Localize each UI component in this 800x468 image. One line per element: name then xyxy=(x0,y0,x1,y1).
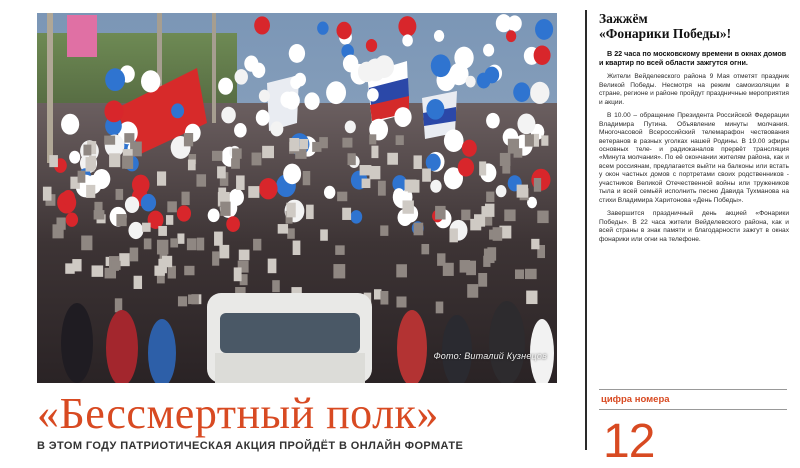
balloon xyxy=(218,78,233,95)
portrait-placard xyxy=(337,192,347,202)
portrait-placard xyxy=(479,161,486,175)
balloon xyxy=(66,213,78,227)
portrait-placard xyxy=(81,236,92,251)
portrait-placard xyxy=(360,165,372,175)
balloon xyxy=(398,16,416,37)
portrait-placard xyxy=(347,153,355,165)
balloon xyxy=(208,208,220,222)
sidebar-paragraph: Жители Вейделевского района 9 Мая отметят праздник Великой Победы. Несмотря на режим самоизоляции в стране, регионе и районе пройдут праздничные мероприятия и акции. xyxy=(599,73,789,106)
balloon xyxy=(444,129,464,152)
portrait-placard xyxy=(104,136,115,145)
balloon xyxy=(394,107,411,127)
figure-label: цифра номера xyxy=(601,394,670,405)
portrait-placard xyxy=(380,225,388,235)
portrait-placard xyxy=(109,153,120,167)
portrait-placard xyxy=(525,134,534,146)
balloon xyxy=(171,103,184,118)
balloon xyxy=(530,82,549,104)
parade-photo xyxy=(37,13,557,383)
balloon xyxy=(235,69,248,84)
portrait-placard xyxy=(484,249,495,263)
portrait-placard xyxy=(504,209,515,221)
portrait-placard xyxy=(214,232,223,246)
portrait-placard xyxy=(299,139,308,149)
balloon xyxy=(477,73,491,89)
portrait-placard xyxy=(320,229,328,240)
portrait-placard xyxy=(262,146,274,158)
section-rule xyxy=(599,389,787,390)
portrait-placard xyxy=(461,210,470,221)
sidebar-title xyxy=(599,11,789,41)
portrait-placard xyxy=(396,296,406,307)
portrait-placard xyxy=(188,160,196,171)
portrait-placard xyxy=(253,239,261,251)
portrait-placard xyxy=(157,240,168,255)
portrait-placard xyxy=(531,239,539,249)
portrait-placard xyxy=(526,291,537,304)
balloon xyxy=(125,197,139,213)
portrait-placard xyxy=(217,166,226,178)
portrait-placard xyxy=(187,238,197,250)
balloon xyxy=(61,114,79,135)
headline: «Бессмертный полк» xyxy=(37,389,439,438)
balloon xyxy=(434,30,444,42)
portrait-placard xyxy=(342,138,352,148)
portrait-placard xyxy=(286,203,295,218)
balloon xyxy=(431,54,451,77)
balloon xyxy=(270,121,283,136)
portrait-placard xyxy=(78,171,86,183)
balloon xyxy=(234,123,247,138)
portrait-placard xyxy=(449,228,457,242)
portrait-placard xyxy=(236,175,245,190)
portrait-placard xyxy=(293,241,301,255)
portrait-placard xyxy=(144,238,152,249)
balloon xyxy=(496,185,507,197)
portrait-placard xyxy=(474,214,485,226)
portrait-placard xyxy=(212,251,219,265)
portrait-placard xyxy=(422,168,431,181)
balloon xyxy=(462,140,477,157)
portrait-placard xyxy=(168,266,176,279)
portrait-placard xyxy=(443,263,454,276)
portrait-placard xyxy=(396,264,407,277)
portrait-placard xyxy=(170,238,178,247)
portrait-placard xyxy=(380,291,388,305)
portrait-placard xyxy=(122,156,133,169)
balloon xyxy=(486,113,500,129)
portrait-placard xyxy=(86,185,95,198)
photo-credit: Фото: Виталий Кузнецов xyxy=(433,351,547,361)
portrait-placard xyxy=(197,238,204,251)
balloon xyxy=(289,44,305,63)
balloon xyxy=(244,55,258,71)
portrait-placard xyxy=(534,178,541,192)
portrait-placard xyxy=(116,189,124,200)
balloon xyxy=(350,210,362,224)
balloon xyxy=(534,45,551,65)
sidebar-title-line2: «Фонарики Победы»! xyxy=(599,26,732,41)
portrait-placard xyxy=(177,233,184,243)
balloon xyxy=(256,110,270,126)
balloon xyxy=(513,82,530,102)
portrait-placard xyxy=(134,276,142,289)
balloon xyxy=(141,194,156,212)
portrait-placard xyxy=(182,192,190,205)
balloon xyxy=(304,92,319,110)
portrait-placard xyxy=(421,244,429,254)
portrait-placard xyxy=(335,245,344,255)
portrait-placard xyxy=(212,151,222,161)
portrait-placard xyxy=(362,179,371,188)
balloon xyxy=(426,99,444,120)
portrait-placard xyxy=(467,284,478,298)
portrait-placard xyxy=(49,155,58,167)
balloon xyxy=(259,178,278,199)
balloon xyxy=(402,34,413,46)
balloon xyxy=(69,151,80,164)
portrait-placard xyxy=(378,181,386,196)
portrait-placard xyxy=(252,153,262,166)
portrait-placard xyxy=(167,201,177,212)
portrait-placard xyxy=(541,135,548,145)
balloon xyxy=(105,68,125,91)
balloon xyxy=(466,76,476,88)
balloon xyxy=(454,47,473,69)
balloon xyxy=(229,189,244,206)
balloon xyxy=(483,44,494,57)
portrait-placard xyxy=(414,155,422,169)
balloon xyxy=(280,92,294,108)
portrait-placard xyxy=(124,133,134,143)
balloon xyxy=(336,22,351,40)
balloon xyxy=(128,222,143,239)
balloon xyxy=(324,186,335,199)
portrait-placard xyxy=(239,250,250,261)
figure-number: 12 xyxy=(603,415,655,468)
portrait-placard xyxy=(493,227,503,241)
portrait-placard xyxy=(184,133,193,146)
portrait-placard xyxy=(289,138,299,151)
portrait-placard xyxy=(94,210,105,219)
portrait-placard xyxy=(333,264,345,278)
portrait-placard xyxy=(56,217,65,229)
balloon xyxy=(393,188,404,201)
portrait-placard xyxy=(43,187,52,201)
portrait-placard xyxy=(478,273,487,287)
portrait-placard xyxy=(178,296,187,306)
portrait-placard xyxy=(220,202,230,216)
sidebar-article xyxy=(599,11,789,249)
portrait-placard xyxy=(287,228,295,238)
balloon xyxy=(254,16,270,34)
portrait-placard xyxy=(515,269,524,279)
sidebar-lead: В 22 часа по московскому времени в окнах домов и квартир по всей области зажгутся огни. xyxy=(599,49,787,68)
balloon xyxy=(458,158,474,177)
portrait-placard xyxy=(162,256,172,267)
portrait-placard xyxy=(119,253,129,266)
portrait-placard xyxy=(272,280,280,292)
portrait-placard xyxy=(414,223,424,236)
portrait-placard xyxy=(525,269,537,279)
portrait-placard xyxy=(369,134,376,144)
balloon xyxy=(508,15,522,31)
portrait-placard xyxy=(405,180,417,192)
balloon xyxy=(283,164,301,185)
portrait-placard xyxy=(116,214,126,226)
balloon xyxy=(317,22,329,35)
balloon xyxy=(426,154,441,171)
balloon xyxy=(104,100,123,122)
sidebar-paragraph: Завершится праздничный день акцией «Фонарики Победы». В 22 часа жители Вейделевского района, как и всей страны в знак памяти и благодарности зажгут в окнах фонарики или огни на телефоне. xyxy=(599,210,789,243)
balloon xyxy=(290,76,301,89)
portrait-placard xyxy=(486,192,494,202)
portrait-placard xyxy=(65,263,74,273)
portrait-placard xyxy=(157,171,166,185)
sidebar-paragraph: В 10.00 – обращение Президента Российской Федерации Владимира Путина. Объявление минуты молчания. Многочасовой Всероссийский телемарафон чествования ветеранов в разных уголках нашей Родины. В 19.00 эфиры основных теле- и радиоканалов прервёт трансляция «Минута молчания». По её окончании жителям района, как и всем россиянам, предлагается выйти на балконы или встать у окон частных домов с портретами своих родственников - участников Великой Отечественной войны или тружеников тыла и всей семьёй исполнить песню Давида Тухманова на стихи Владимира Харитонова «День Победы». xyxy=(599,112,789,204)
portrait-placard xyxy=(130,248,138,262)
balloon xyxy=(326,81,346,104)
balloon xyxy=(226,216,240,232)
balloon xyxy=(177,205,191,221)
balloon xyxy=(506,30,516,42)
balloon xyxy=(366,39,377,52)
balloon xyxy=(517,113,535,134)
portrait-placard xyxy=(312,142,321,152)
portrait-placard xyxy=(371,146,378,158)
balloon xyxy=(259,90,270,103)
portrait-placard xyxy=(278,224,288,234)
portrait-placard xyxy=(508,139,519,154)
portrait-placard xyxy=(188,295,199,305)
balloon xyxy=(62,190,75,205)
portrait-placard xyxy=(396,135,404,145)
section-rule xyxy=(599,409,787,410)
portrait-placard xyxy=(342,208,351,220)
portrait-placard xyxy=(500,153,511,166)
portrait-placard xyxy=(537,211,548,224)
portrait-placard xyxy=(517,185,528,198)
balloon xyxy=(430,180,441,193)
portrait-placard xyxy=(268,259,277,274)
subheadline: В ЭТОМ ГОДУ ПАТРИОТИЧЕСКАЯ АКЦИЯ ПРОЙДЁТ В ОНЛАЙН ФОРМАТЕ xyxy=(37,440,464,452)
portrait-placard xyxy=(374,289,381,299)
balloon xyxy=(221,107,235,124)
crowd-illustration xyxy=(37,13,557,383)
portrait-placard xyxy=(89,156,96,169)
portrait-placard xyxy=(142,223,151,232)
balloon xyxy=(535,19,553,40)
portrait-placard xyxy=(232,148,242,158)
portrait-placard xyxy=(112,261,121,270)
portrait-placard xyxy=(436,302,444,314)
portrait-placard xyxy=(248,186,259,198)
portrait-placard xyxy=(403,200,414,213)
balloon xyxy=(141,70,160,92)
portrait-placard xyxy=(184,266,194,275)
portrait-placard xyxy=(219,245,229,259)
balloon xyxy=(343,55,358,73)
sidebar-title-line1: Зажжём xyxy=(599,11,648,26)
portrait-placard xyxy=(158,226,167,236)
portrait-placard xyxy=(83,145,91,156)
portrait-placard xyxy=(92,265,104,276)
column-divider xyxy=(585,10,587,450)
balloon xyxy=(345,120,356,133)
portrait-placard xyxy=(460,260,470,273)
portrait-placard xyxy=(231,158,240,169)
portrait-placard xyxy=(234,267,242,281)
portrait-placard xyxy=(196,174,206,186)
portrait-placard xyxy=(387,153,398,165)
portrait-placard xyxy=(166,215,173,225)
balloon xyxy=(367,88,379,101)
portrait-placard xyxy=(435,206,446,220)
balloon xyxy=(358,62,376,83)
portrait-placard xyxy=(303,171,311,185)
portrait-placard xyxy=(306,205,314,219)
